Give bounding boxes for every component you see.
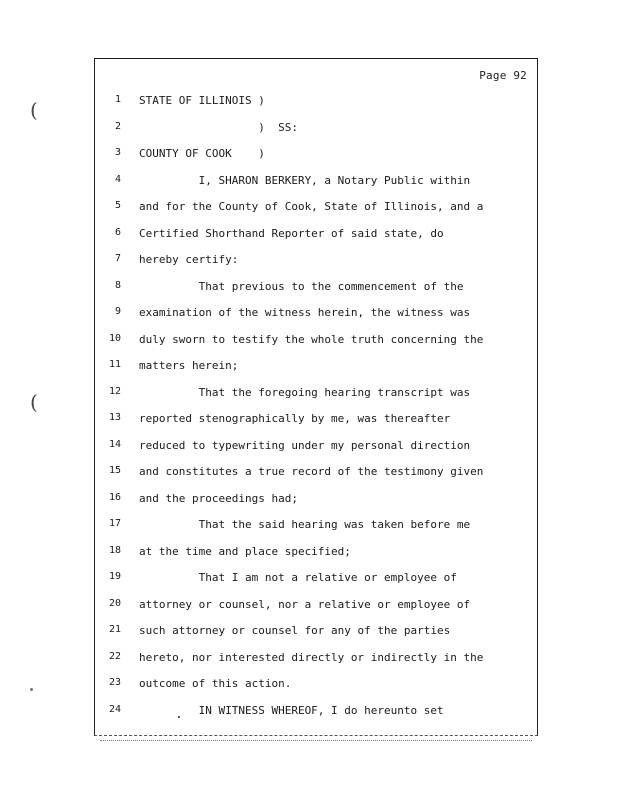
line-number: 16 [108, 491, 121, 503]
line-number: 11 [108, 359, 121, 370]
line-text: That previous to the commencement of the [139, 279, 464, 293]
line-number: 14 [108, 438, 121, 450]
line-number: 23 [108, 677, 121, 688]
line-number: 24 [108, 703, 121, 715]
page-bottom-rule [100, 740, 532, 741]
punch-hole-mark-middle: ( [30, 390, 38, 414]
line-number: 9 [114, 306, 121, 317]
line-text: That the foregoing hearing transcript was [139, 385, 471, 399]
line-number: 18 [108, 544, 121, 556]
transcript-page [94, 58, 538, 736]
line-text: and the proceedings had; [139, 491, 298, 505]
line-text: reduced to typewriting under my personal direction [139, 438, 471, 452]
line-text: COUNTY OF COOK ) [139, 147, 265, 160]
line-text: outcome of this action. [139, 677, 292, 690]
line-text: duly sworn to testify the whole truth concerning the [139, 332, 484, 346]
line-number: 17 [108, 518, 121, 529]
line-number: 20 [108, 597, 121, 609]
punch-hole-mark-top: ( [30, 98, 38, 122]
line-number: 12 [108, 385, 121, 397]
line-text: attorney or counsel, nor a relative or employee of [139, 597, 471, 611]
line-number: 2 [114, 120, 121, 132]
punch-hole-mark-bottom [30, 688, 33, 691]
line-number: 6 [114, 226, 121, 238]
line-number: 19 [108, 571, 121, 582]
line-number: 3 [114, 147, 121, 158]
line-text: ) SS: [139, 120, 298, 134]
line-number: 15 [108, 465, 121, 476]
line-text: reported stenographically by me, was thereafter [139, 412, 451, 425]
line-number: 5 [114, 200, 121, 211]
line-number: 8 [114, 279, 121, 291]
line-text: STATE OF ILLINOIS ) [139, 94, 265, 107]
line-text: Certified Shorthand Reporter of said state, do [139, 226, 444, 240]
line-text: I, SHARON BERKERY, a Notary Public within [139, 173, 471, 187]
line-text: hereby certify: [139, 253, 239, 266]
line-number: 4 [114, 173, 121, 185]
page-number: Page 92 [479, 69, 527, 82]
line-text: and for the County of Cook, State of Illinois, and a [139, 200, 484, 213]
line-text: IN WITNESS WHEREOF, I do hereunto set [139, 703, 444, 717]
line-text: and constitutes a true record of the testimony given [139, 465, 484, 478]
line-text: at the time and place specified; [139, 544, 351, 558]
scan-speck [178, 716, 180, 718]
line-text: hereto, nor interested directly or indirectly in the [139, 650, 484, 664]
line-number: 1 [114, 94, 121, 105]
line-text: That the said hearing was taken before me [139, 518, 471, 531]
line-number: 21 [108, 624, 121, 635]
line-text: matters herein; [139, 359, 239, 372]
line-number: 10 [108, 332, 121, 344]
line-text: That I am not a relative or employee of [139, 571, 457, 584]
line-number: 7 [114, 253, 121, 264]
line-text: such attorney or counsel for any of the parties [139, 624, 451, 637]
line-text: examination of the witness herein, the witness was [139, 306, 471, 319]
line-number: 22 [108, 650, 121, 662]
line-number: 13 [108, 412, 121, 423]
